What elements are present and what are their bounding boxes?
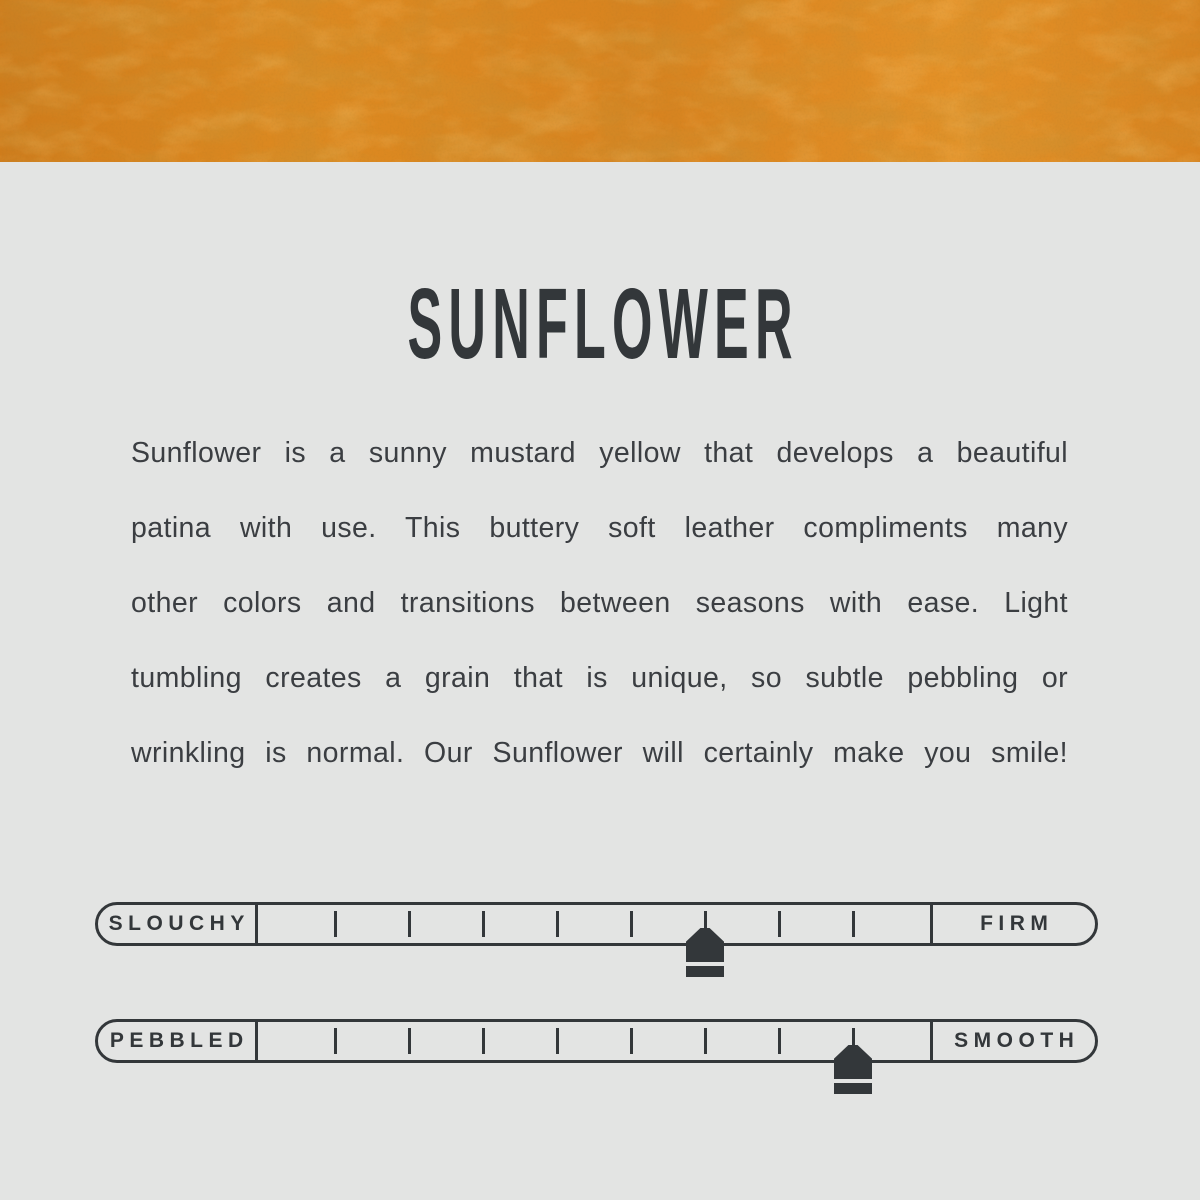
texture-scale	[95, 1019, 1098, 1063]
description-line: Sunflower is a sunny mustard yellow that develops a beautiful	[131, 437, 1068, 469]
scale-tick	[556, 1028, 559, 1054]
scale-tick	[778, 1028, 781, 1054]
description-line: tumbling creates a grain that is unique, so subtle pebbling or	[131, 662, 1068, 694]
marker-head	[686, 928, 724, 962]
description-line: other colors and transitions between seasons with ease. Light	[131, 587, 1068, 619]
scale-left-label: SLOUCHY	[98, 905, 258, 943]
scale-tick	[482, 911, 485, 937]
marker-head	[834, 1045, 872, 1079]
scale-tick	[408, 1028, 411, 1054]
scale-tick	[408, 911, 411, 937]
page-title: SUNFLOWER	[407, 268, 799, 380]
scale-tick	[778, 911, 781, 937]
marker-bar	[834, 1083, 872, 1094]
scale-left-label: PEBBLED	[98, 1022, 258, 1060]
scale-right-label: SMOOTH	[930, 1022, 1095, 1060]
scale-right-label: FIRM	[930, 905, 1095, 943]
marker-bar	[686, 966, 724, 977]
scale-tick	[704, 1028, 707, 1054]
color-description	[131, 416, 1068, 791]
leather-swatch-banner	[0, 0, 1200, 162]
description-line: patina with use. This buttery soft leather compliments many	[131, 512, 1068, 544]
scale-tick	[630, 911, 633, 937]
description-line: wrinkling is normal. Our Sunflower will certainly make you smile!	[131, 737, 1068, 769]
firmness-scale	[95, 902, 1098, 946]
slider-marker-icon	[834, 1045, 872, 1094]
leather-texture-image	[0, 0, 1200, 162]
scale-tick	[334, 911, 337, 937]
scale-tick	[482, 1028, 485, 1054]
scale-tick	[556, 911, 559, 937]
scale-tick	[852, 911, 855, 937]
slider-marker-icon	[686, 928, 724, 977]
scale-tick	[630, 1028, 633, 1054]
scale-tick	[334, 1028, 337, 1054]
